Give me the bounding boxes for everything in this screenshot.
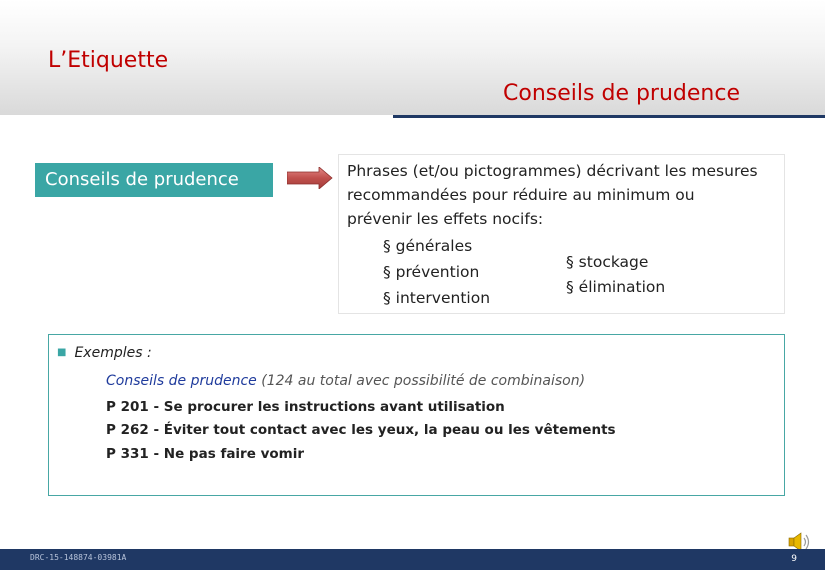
example-line: P 331 - Ne pas faire vomir — [106, 446, 304, 462]
example-line: P 262 - Éviter tout contact avec les yeux, la peau ou les vêtements — [106, 422, 616, 438]
list-item: § intervention — [383, 289, 491, 307]
definition-line: Phrases (et/ou pictogrammes) décrivant les mesures — [347, 162, 758, 180]
arrow-right-icon — [287, 167, 333, 189]
list-item: § stockage — [566, 253, 649, 271]
footer-reference: DRC-15-148874-03981A — [30, 553, 127, 562]
examples-intro-title: Conseils de prudence — [106, 373, 257, 389]
slide-title: L’Etiquette — [48, 48, 169, 73]
page-number: 9 — [791, 554, 797, 564]
definition-line: prévenir les effets nocifs: — [347, 210, 544, 228]
bullet-square-icon: ■ — [57, 347, 67, 358]
definition-box — [338, 154, 785, 314]
list-item: § générales — [383, 237, 473, 255]
list-item: § prévention — [383, 263, 480, 281]
list-item: § élimination — [566, 278, 666, 296]
slide-subtitle: Conseils de prudence — [503, 81, 740, 106]
examples-intro — [106, 373, 585, 389]
header-divider — [393, 115, 825, 118]
examples-label: Exemples : — [74, 345, 152, 361]
examples-box — [48, 334, 785, 496]
examples-intro-note: (124 au total avec possibilité de combinaison) — [256, 373, 586, 389]
definition-line: recommandées pour réduire au minimum ou — [347, 186, 695, 204]
examples-heading — [57, 345, 152, 361]
topic-label: Conseils de prudence — [35, 163, 273, 197]
example-line: P 201 - Se procurer les instructions avant utilisation — [106, 399, 505, 415]
